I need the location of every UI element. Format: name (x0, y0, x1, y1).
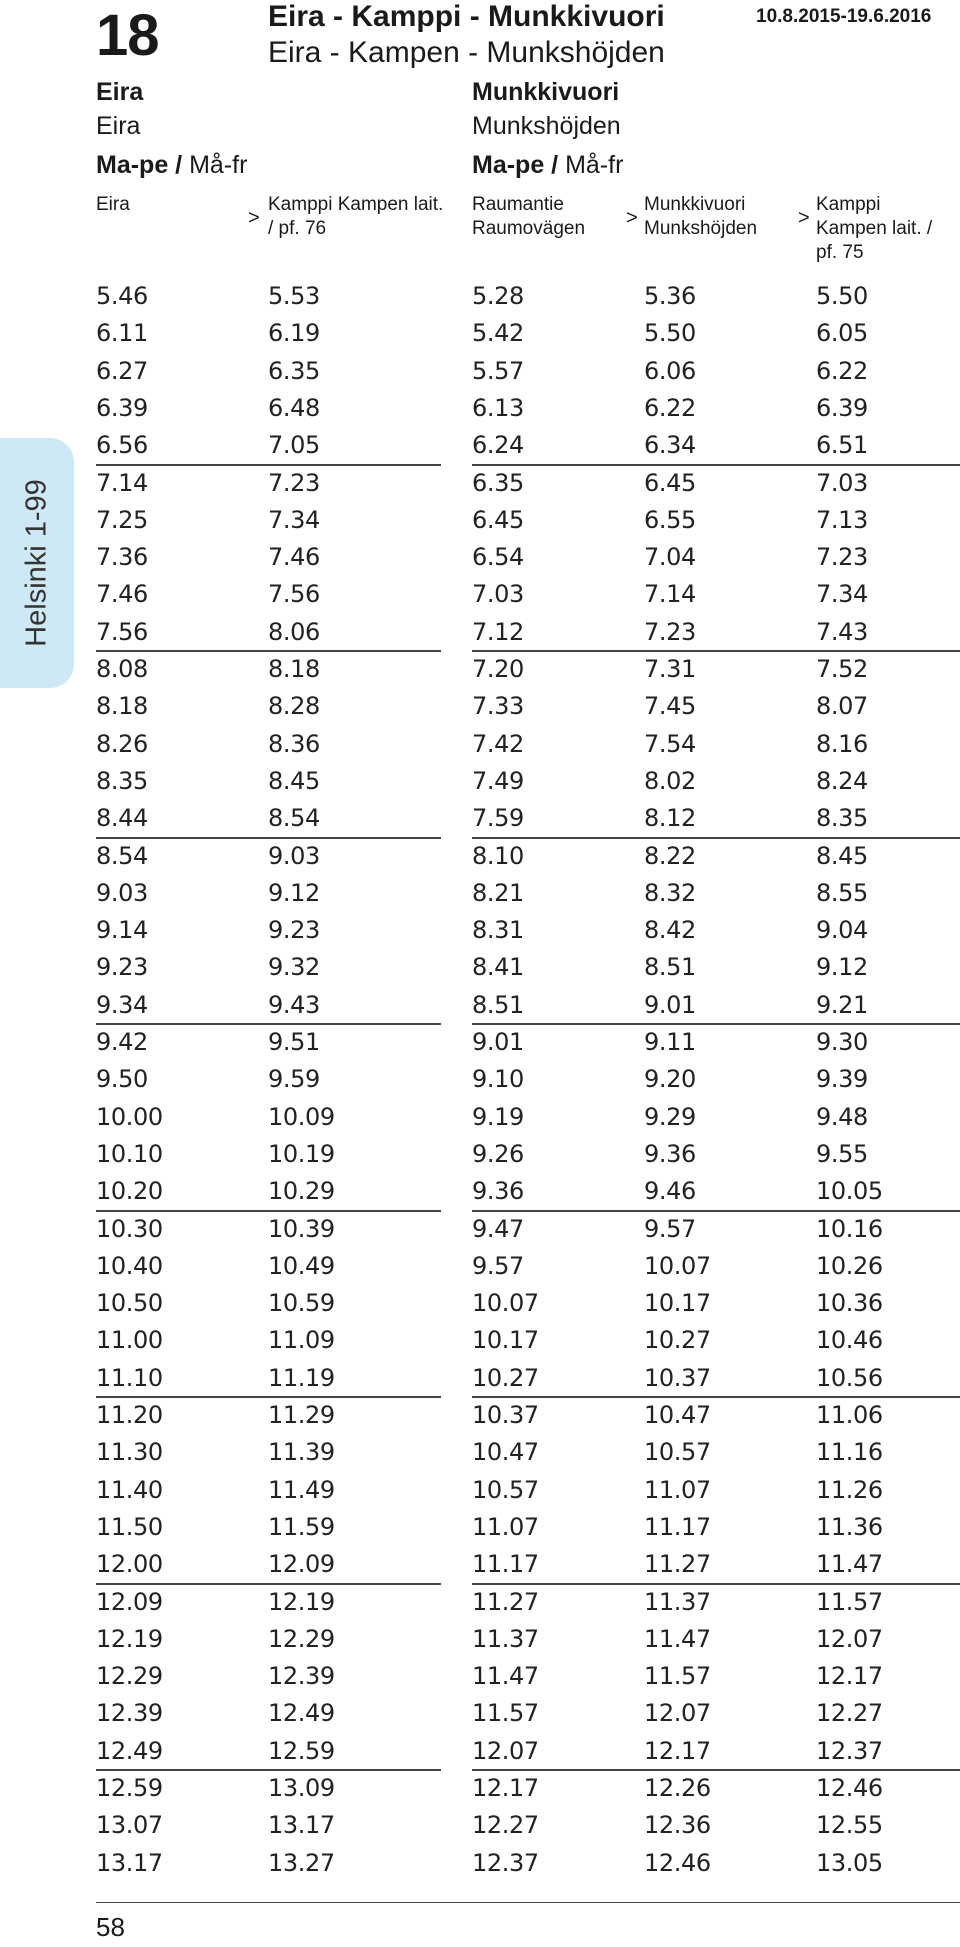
kamppi-arrival: 12.59 (268, 1736, 335, 1765)
eira-departure: 6.56 (96, 431, 148, 460)
munkkivuori-time: 11.17 (644, 1512, 711, 1541)
kamppi-arrival: 5.53 (268, 282, 320, 310)
raumantie-departure: 9.10 (472, 1065, 524, 1094)
kamppi-arrival-r: 11.26 (816, 1475, 883, 1504)
kamppi-arrival-r: 6.51 (816, 431, 868, 460)
kamppi-arrival-r: 10.26 (816, 1251, 883, 1280)
timetable-row (0, 278, 960, 315)
timetable-row (0, 539, 960, 576)
munkkivuori-time: 11.57 (644, 1662, 711, 1691)
munkkivuori-time: 10.17 (644, 1289, 711, 1318)
timetable-row (0, 1173, 960, 1210)
eira-departure: 10.10 (96, 1139, 163, 1168)
raumantie-departure: 9.36 (472, 1177, 524, 1206)
kamppi-arrival-r: 11.57 (816, 1587, 883, 1616)
kamppi-arrival: 8.28 (268, 692, 320, 721)
route-number: 18 (96, 3, 159, 68)
kamppi-arrival: 8.45 (268, 766, 320, 795)
timetable-row (0, 1397, 960, 1434)
left-origin-sv: Eira (96, 112, 141, 140)
kamppi-arrival-r: 7.43 (816, 617, 868, 646)
kamppi-arrival-r: 10.05 (816, 1177, 883, 1206)
kamppi-arrival: 10.49 (268, 1251, 335, 1280)
raumantie-departure: 5.57 (472, 356, 524, 385)
raumantie-departure: 7.42 (472, 729, 524, 758)
timetable-row (0, 726, 960, 763)
kamppi-arrival-r: 11.06 (816, 1401, 883, 1429)
munkkivuori-time: 10.07 (644, 1251, 711, 1280)
kamppi-arrival: 13.27 (268, 1848, 335, 1877)
munkkivuori-time: 10.27 (644, 1326, 711, 1355)
kamppi-arrival: 10.39 (268, 1214, 335, 1243)
raumantie-departure: 9.01 (472, 1028, 524, 1056)
munkkivuori-time: 9.36 (644, 1139, 696, 1168)
eira-departure: 9.14 (96, 916, 148, 945)
kamppi-arrival: 9.43 (268, 990, 320, 1019)
munkkivuori-time: 11.37 (644, 1587, 711, 1616)
munkkivuori-time: 12.17 (644, 1736, 711, 1765)
eira-departure: 7.56 (96, 617, 148, 646)
timetable-row (0, 688, 960, 725)
munkkivuori-time: 8.12 (644, 804, 696, 833)
timetable-row (0, 1360, 960, 1397)
kamppi-arrival: 10.19 (268, 1139, 335, 1168)
munkkivuori-time: 6.45 (644, 468, 696, 497)
kamppi-arrival-r: 9.55 (816, 1139, 868, 1168)
timetable-row (0, 1509, 960, 1546)
munkkivuori-time: 8.22 (644, 841, 696, 870)
raumantie-departure: 11.07 (472, 1512, 539, 1541)
kamppi-arrival: 11.29 (268, 1401, 335, 1429)
right-col-header-kamppi: Kamppi Kampen lait. / pf. 75 (816, 194, 933, 263)
kamppi-arrival-r: 13.05 (816, 1848, 883, 1877)
raumantie-departure: 10.17 (472, 1326, 539, 1355)
raumantie-departure: 6.54 (472, 543, 524, 572)
kamppi-arrival-r: 12.17 (816, 1662, 883, 1691)
munkkivuori-time: 5.36 (644, 282, 696, 310)
eira-departure: 8.18 (96, 692, 148, 721)
kamppi-arrival-r: 12.27 (816, 1699, 883, 1728)
raumantie-departure: 7.33 (472, 692, 524, 721)
raumantie-departure: 9.47 (472, 1214, 524, 1243)
timetable-row (0, 1211, 960, 1248)
munkkivuori-time: 7.14 (644, 580, 696, 609)
right-days-sv: Må-fr (565, 151, 624, 179)
kamppi-arrival-r: 10.56 (816, 1363, 883, 1392)
eira-departure: 9.03 (96, 878, 148, 907)
timetable-row (0, 1434, 960, 1471)
eira-departure: 12.09 (96, 1587, 163, 1616)
timetable-row (0, 1658, 960, 1695)
right-col-header-munkkivuori: Munkkivuori Munkshöjden (644, 194, 758, 239)
raumantie-departure: 6.35 (472, 468, 524, 497)
munkkivuori-time: 7.23 (644, 617, 696, 646)
kamppi-arrival: 8.06 (268, 617, 320, 646)
eira-departure: 9.23 (96, 953, 148, 982)
timetable-row (0, 1546, 960, 1583)
kamppi-arrival: 6.48 (268, 393, 320, 422)
kamppi-arrival-r: 7.03 (816, 468, 868, 497)
eira-departure: 8.26 (96, 729, 148, 758)
timetable-row (0, 1061, 960, 1098)
raumantie-departure: 8.31 (472, 916, 524, 945)
kamppi-arrival: 7.23 (268, 468, 320, 497)
eira-departure: 12.29 (96, 1662, 163, 1691)
kamppi-arrival-r: 9.04 (816, 916, 868, 945)
munkkivuori-time: 10.47 (644, 1401, 711, 1429)
kamppi-arrival: 10.29 (268, 1177, 335, 1206)
kamppi-arrival: 10.59 (268, 1289, 335, 1318)
raumantie-departure: 12.37 (472, 1848, 539, 1877)
munkkivuori-time: 11.47 (644, 1624, 711, 1653)
timetable-row (0, 1770, 960, 1807)
eira-departure: 11.50 (96, 1512, 163, 1541)
kamppi-arrival-r: 12.37 (816, 1736, 883, 1765)
eira-departure: 12.49 (96, 1736, 163, 1765)
kamppi-arrival: 7.05 (268, 431, 320, 460)
timetable-row (0, 1807, 960, 1844)
kamppi-arrival-r: 7.34 (816, 580, 868, 609)
munkkivuori-time: 10.37 (644, 1363, 711, 1392)
left-days-sv: Må-fr (189, 151, 248, 179)
timetable-row (0, 1099, 960, 1136)
munkkivuori-time: 8.32 (644, 878, 696, 907)
kamppi-arrival: 8.36 (268, 729, 320, 758)
validity-period: 10.8.2015-19.6.2016 (756, 6, 932, 27)
right-arrow-1: > (626, 207, 638, 229)
eira-departure: 11.20 (96, 1401, 163, 1429)
kamppi-arrival: 12.29 (268, 1624, 335, 1653)
kamppi-arrival-r: 10.16 (816, 1214, 883, 1243)
eira-departure: 11.00 (96, 1326, 163, 1355)
raumantie-departure: 10.37 (472, 1401, 539, 1429)
kamppi-arrival-r: 8.35 (816, 804, 868, 833)
kamppi-arrival-r: 7.52 (816, 655, 868, 683)
eira-departure: 12.59 (96, 1774, 163, 1802)
raumantie-departure: 8.21 (472, 878, 524, 907)
kamppi-arrival-r: 9.30 (816, 1028, 868, 1056)
munkkivuori-time: 6.34 (644, 431, 696, 460)
raumantie-departure: 12.27 (472, 1811, 539, 1840)
timetable-row (0, 1285, 960, 1322)
eira-departure: 13.07 (96, 1811, 163, 1840)
raumantie-departure: 10.47 (472, 1438, 539, 1467)
timetable-row (0, 1621, 960, 1658)
timetable-row (0, 838, 960, 875)
kamppi-arrival: 8.18 (268, 655, 320, 683)
kamppi-arrival: 7.56 (268, 580, 320, 609)
left-days-fi: Ma-pe (96, 151, 169, 179)
timetable-row (0, 912, 960, 949)
timetable-row (0, 465, 960, 502)
kamppi-arrival: 7.34 (268, 505, 320, 534)
eira-departure: 6.27 (96, 356, 148, 385)
left-col-header-kamppi: Kamppi Kampen lait. / pf. 76 (268, 194, 444, 239)
kamppi-arrival-r: 6.05 (816, 319, 868, 348)
kamppi-arrival-r: 11.16 (816, 1438, 883, 1467)
timetable-row (0, 949, 960, 986)
munkkivuori-time: 8.42 (644, 916, 696, 945)
eira-departure: 13.17 (96, 1848, 163, 1877)
footer-divider (96, 1902, 960, 1903)
raumantie-departure: 11.17 (472, 1550, 539, 1579)
raumantie-departure: 5.42 (472, 319, 524, 348)
kamppi-arrival-r: 11.36 (816, 1512, 883, 1541)
raumantie-departure: 6.24 (472, 431, 524, 460)
left-days-sep: / (168, 151, 190, 179)
kamppi-arrival: 12.19 (268, 1587, 335, 1616)
raumantie-departure: 11.37 (472, 1624, 539, 1653)
right-service-days (472, 151, 623, 180)
munkkivuori-time: 10.57 (644, 1438, 711, 1467)
timetable-row (0, 427, 960, 464)
kamppi-arrival-r: 9.12 (816, 953, 868, 982)
raumantie-departure: 10.27 (472, 1363, 539, 1392)
kamppi-arrival-r: 12.55 (816, 1811, 883, 1840)
kamppi-arrival-r: 8.07 (816, 692, 868, 721)
eira-departure: 7.25 (96, 505, 148, 534)
eira-departure: 6.39 (96, 393, 148, 422)
raumantie-departure: 7.59 (472, 804, 524, 833)
timetable-row (0, 651, 960, 688)
kamppi-arrival: 9.12 (268, 878, 320, 907)
kamppi-arrival: 9.32 (268, 953, 320, 982)
munkkivuori-time: 7.45 (644, 692, 696, 721)
munkkivuori-time: 9.01 (644, 990, 696, 1019)
munkkivuori-time: 6.06 (644, 356, 696, 385)
kamppi-arrival: 6.19 (268, 319, 320, 348)
raumantie-departure: 5.28 (472, 282, 524, 310)
eira-departure: 10.20 (96, 1177, 163, 1206)
eira-departure: 7.14 (96, 468, 148, 497)
raumantie-departure: 9.19 (472, 1102, 524, 1131)
raumantie-departure: 8.10 (472, 841, 524, 870)
timetable-row (0, 1845, 960, 1882)
kamppi-arrival: 9.03 (268, 841, 320, 870)
raumantie-departure: 9.57 (472, 1251, 524, 1280)
raumantie-departure: 7.03 (472, 580, 524, 609)
kamppi-arrival: 11.39 (268, 1438, 335, 1467)
raumantie-departure: 11.47 (472, 1662, 539, 1691)
timetable-row (0, 763, 960, 800)
munkkivuori-time: 7.04 (644, 543, 696, 572)
kamppi-arrival: 12.39 (268, 1662, 335, 1691)
eira-departure: 9.42 (96, 1028, 148, 1056)
munkkivuori-time: 8.02 (644, 766, 696, 795)
timetable-row (0, 1136, 960, 1173)
left-col-header-eira: Eira (96, 194, 130, 215)
munkkivuori-time: 7.54 (644, 729, 696, 758)
raumantie-departure: 7.12 (472, 617, 524, 646)
raumantie-departure: 8.51 (472, 990, 524, 1019)
route-title-fi: Eira - Kamppi - Munkkivuori (268, 0, 665, 33)
kamppi-arrival: 11.19 (268, 1363, 335, 1392)
kamppi-arrival-r: 12.46 (816, 1774, 883, 1802)
kamppi-arrival-r: 9.21 (816, 990, 868, 1019)
eira-departure: 10.40 (96, 1251, 163, 1280)
kamppi-arrival-r: 10.46 (816, 1326, 883, 1355)
raumantie-departure: 12.07 (472, 1736, 539, 1765)
timetable-row (0, 875, 960, 912)
right-days-fi: Ma-pe (472, 151, 545, 179)
kamppi-arrival-r: 8.55 (816, 878, 868, 907)
kamppi-arrival: 8.54 (268, 804, 320, 833)
eira-departure: 5.46 (96, 282, 148, 310)
timetable-row (0, 987, 960, 1024)
kamppi-arrival: 13.17 (268, 1811, 335, 1840)
kamppi-arrival-r: 5.50 (816, 282, 868, 310)
munkkivuori-time: 8.51 (644, 953, 696, 982)
eira-departure: 8.08 (96, 655, 148, 683)
raumantie-departure: 6.13 (472, 393, 524, 422)
kamppi-arrival: 9.59 (268, 1065, 320, 1094)
munkkivuori-time: 9.46 (644, 1177, 696, 1206)
kamppi-arrival: 10.09 (268, 1102, 335, 1131)
munkkivuori-time: 12.46 (644, 1848, 711, 1877)
kamppi-arrival-r: 6.22 (816, 356, 868, 385)
munkkivuori-time: 6.22 (644, 393, 696, 422)
raumantie-departure: 8.41 (472, 953, 524, 982)
right-col-header-raumantie: Raumantie Raumovägen (472, 194, 586, 239)
right-arrow-2: > (798, 207, 810, 229)
eira-departure: 11.40 (96, 1475, 163, 1504)
eira-departure: 9.50 (96, 1065, 148, 1094)
raumantie-departure: 7.49 (472, 766, 524, 795)
raumantie-departure: 9.26 (472, 1139, 524, 1168)
kamppi-arrival-r: 7.13 (816, 505, 868, 534)
timetable-row (0, 1472, 960, 1509)
munkkivuori-time: 7.31 (644, 655, 696, 683)
kamppi-arrival: 9.23 (268, 916, 320, 945)
timetable-row (0, 390, 960, 427)
left-arrow: > (248, 207, 260, 229)
eira-departure: 8.54 (96, 841, 148, 870)
kamppi-arrival-r: 9.39 (816, 1065, 868, 1094)
kamppi-arrival: 7.46 (268, 543, 320, 572)
eira-departure: 10.50 (96, 1289, 163, 1318)
timetable-row (0, 800, 960, 837)
munkkivuori-time: 6.55 (644, 505, 696, 534)
eira-departure: 12.00 (96, 1550, 163, 1579)
kamppi-arrival-r: 8.16 (816, 729, 868, 758)
munkkivuori-time: 12.26 (644, 1774, 711, 1802)
munkkivuori-time: 9.29 (644, 1102, 696, 1131)
kamppi-arrival: 9.51 (268, 1028, 320, 1056)
eira-departure: 11.10 (96, 1363, 163, 1392)
raumantie-departure: 11.57 (472, 1699, 539, 1728)
munkkivuori-time: 9.57 (644, 1214, 696, 1243)
kamppi-arrival-r: 12.07 (816, 1624, 883, 1653)
kamppi-arrival: 12.09 (268, 1550, 335, 1579)
munkkivuori-time: 11.27 (644, 1550, 711, 1579)
right-origin-sv: Munkshöjden (472, 112, 621, 140)
raumantie-departure: 12.17 (472, 1774, 539, 1802)
section-side-tab-label: Helsinki 1-99 (20, 479, 53, 647)
eira-departure: 7.46 (96, 580, 148, 609)
kamppi-arrival-r: 8.45 (816, 841, 868, 870)
timetable-row (0, 502, 960, 539)
timetable-row (0, 1695, 960, 1732)
eira-departure: 10.30 (96, 1214, 163, 1243)
timetable-row (0, 1024, 960, 1061)
eira-departure: 11.30 (96, 1438, 163, 1467)
left-origin-fi: Eira (96, 78, 144, 106)
munkkivuori-time: 11.07 (644, 1475, 711, 1504)
kamppi-arrival-r: 8.24 (816, 766, 868, 795)
raumantie-departure: 11.27 (472, 1587, 539, 1616)
eira-departure: 8.44 (96, 804, 148, 833)
munkkivuori-time: 9.20 (644, 1065, 696, 1094)
kamppi-arrival-r: 6.39 (816, 393, 868, 422)
kamppi-arrival: 11.49 (268, 1475, 335, 1504)
raumantie-departure: 10.07 (472, 1289, 539, 1318)
route-title-sv: Eira - Kampen - Munkshöjden (268, 36, 665, 69)
right-origin-fi: Munkkivuori (472, 78, 620, 106)
eira-departure: 6.11 (96, 319, 148, 348)
kamppi-arrival-r: 10.36 (816, 1289, 883, 1318)
timetable-row (0, 614, 960, 651)
right-days-sep: / (544, 151, 566, 179)
kamppi-arrival-r: 9.48 (816, 1102, 868, 1131)
kamppi-arrival: 11.09 (268, 1326, 335, 1355)
munkkivuori-time: 12.07 (644, 1699, 711, 1728)
munkkivuori-time: 12.36 (644, 1811, 711, 1840)
eira-departure: 12.39 (96, 1699, 163, 1728)
munkkivuori-time: 5.50 (644, 319, 696, 348)
timetable-row (0, 1733, 960, 1770)
raumantie-departure: 7.20 (472, 655, 524, 683)
page-number: 58 (96, 1912, 125, 1942)
timetable-row (0, 1322, 960, 1359)
eira-departure: 10.00 (96, 1102, 163, 1131)
kamppi-arrival: 13.09 (268, 1774, 335, 1802)
raumantie-departure: 10.57 (472, 1475, 539, 1504)
eira-departure: 12.19 (96, 1624, 163, 1653)
raumantie-departure: 6.45 (472, 505, 524, 534)
timetable-row (0, 315, 960, 352)
kamppi-arrival-r: 11.47 (816, 1550, 883, 1579)
eira-departure: 7.36 (96, 543, 148, 572)
kamppi-arrival: 6.35 (268, 356, 320, 385)
kamppi-arrival-r: 7.23 (816, 543, 868, 572)
eira-departure: 8.35 (96, 766, 148, 795)
timetable-row (0, 576, 960, 613)
timetable-row (0, 353, 960, 390)
kamppi-arrival: 12.49 (268, 1699, 335, 1728)
kamppi-arrival: 11.59 (268, 1512, 335, 1541)
munkkivuori-time: 9.11 (644, 1028, 696, 1056)
left-service-days (96, 151, 247, 180)
eira-departure: 9.34 (96, 990, 148, 1019)
timetable-row (0, 1584, 960, 1621)
timetable-row (0, 1248, 960, 1285)
